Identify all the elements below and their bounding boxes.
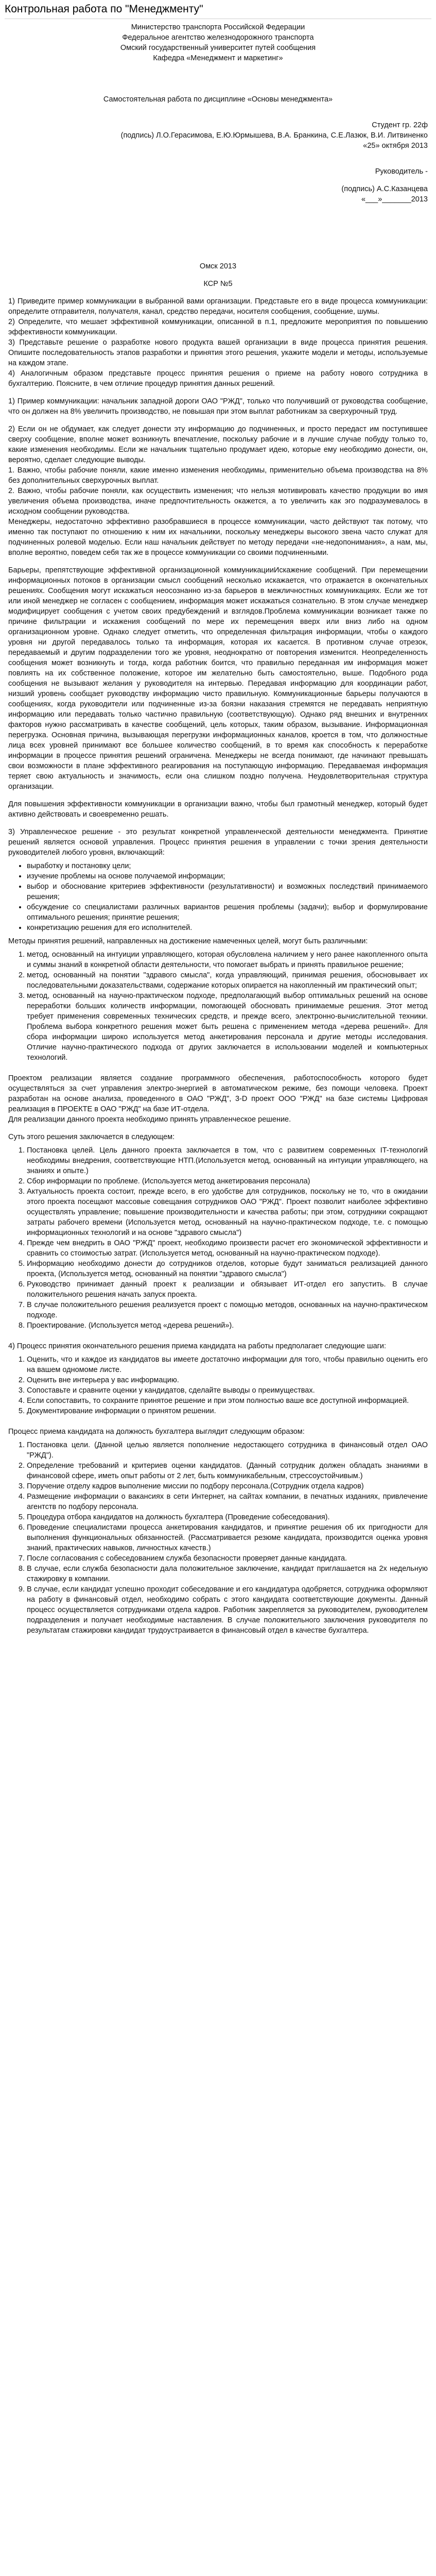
supervisor-label: Руководитель - xyxy=(375,167,428,176)
list-item: 5. Документирование информации о принятом решении. xyxy=(27,1406,428,1416)
list-item: 4. Прежде чем внедрить в ОАО "РЖД" проект, необходимо произвести расчет его экономической эффективности и сравнить со стоимостью затрат. (Используется метод, основанный на научно-практическом подходе). xyxy=(27,1238,428,1259)
answer-paragraph: 2. Важно, чтобы рабочие поняли, как осуществить изменения; что нельзя мотивировать качество продукции во имя увеличения объема производства, иначе предпочтительность окажется, а то увеличить как эго подразумевалось в исходном сообщении руководства. xyxy=(8,486,428,516)
agency-line: Федеральное агентство железнодорожного транспорта xyxy=(122,33,314,42)
student-group: Студент гр. 22ф xyxy=(372,121,428,129)
student-signatures: (подпись) Л.О.Герасимова, Е.Ю.Юрмышева, В.А. Бранкина, С.Е.Лазюк, В.И. Литвиненко xyxy=(120,131,428,140)
answer-paragraph: Барьеры, препятствующие эффективной организационной коммуникацииИскажение сообщений. При перемещении информационных потоков в организации смысл сообщений несколько искажается, что отражается в окончательных решениях. Сообщения могут искажаться неосознанно из-за барьеров в межличностных коммуникациях. Если же тот или иной менеджер не согласен с сообщением, информация может искажаться сознательно. В этом случае менеджер модифицирует сообщения с учетом своих предубеждений и взглядов.Проблема коммуникации возникает также по причине фильтрации и искажения сообщений по мере их перемещения вверх или вниз либо на одном организационном уровне. Однако следует отметить, что определенная фильтрация информации, чтобы о каждого уровня ни другой передавалось только та информация, которая их касается. В противном случае отрезок, передаваемый и другим подразделении того же уровня, неоднократно от повторения изменится. Неопределенность сообщения может возникнуть и тогда, когда работник боится, что правильно переданная им информация может повлиять на их собственное положение, которое им желательно быть самостоятельно, выше. Подобного рода сообщения не вызывают желания у руководителя на интервью. Передавая информацию для координации работ, низший уровень сообщает руководству информацию чисто правильную. Коммуникационные барьеры получаются в сообщениях, когда руководители или подчиненные из-за боязни наказания стремятся не передавать неприятную информацию или передавать только частично правильную (соответствующую). Однако ряд внешних и внутренних факторов нужно рассматривать в качестве сообщений, цель которых, таким образом, вызывание. Информационная перегрузка. Основная причина, вызывающая перегрузки информационных каналов, кроется в том, что должностные лица всех уровней принимают все большее количество сообщений, в то время как способность к переработке информации в процессе принятия решений ограничена. Менеджеры не всегда понимают, где начинают превышать свои возможности в плане эффективного реагирования на поступающую информацию. Передаваемая информация теряет свою актуальность и значимость, если она слишком поздно получена. Неудовлетворительная структура организации. xyxy=(8,566,428,791)
list-item: 2. Оценить вне интерьера у вас информацию. xyxy=(27,1375,428,1385)
ministry-line: Министерство транспорта Российской Федерации xyxy=(131,23,305,31)
task-4: 4) Аналогичным образом представьте процесс принятия решения о приеме на работу нового сотрудника в бухгалтерию. Поясните, в чем отличие процедур принятия данных решений. xyxy=(8,369,428,388)
list-item: 5. Информацию необходимо донести до сотрудников отделов, которые будут заниматься реализацией данного проекта, (Используется метод, основанный на понятии "здравого смысла") xyxy=(27,1259,428,1279)
list-item: 8. Проектирование. (Используется метод «дерева решений»). xyxy=(27,1320,428,1331)
supervisor-signature: (подпись) А.С.Казанцева xyxy=(341,184,428,193)
project-intro: Проектом реализации является создание программного обеспечения, работоспособность которого будет осуществляться за счет управления электро-энергией в автоматическом режиме, без помощи человека. Проект разработан на основе анализа, проведенного в ОАО "РЖД", 3-D проект ООО "РЖД" на базе системы Цифровая реализация в ПРОЕКТЕ в ОАО "РЖД" на базе ИТ-отдела. xyxy=(8,1074,428,1113)
list-item: 4. Размещение информации о вакансиях в сети Интернет, на сайтах компании, в печатных изданиях, привлечение агентств по подбору персонала. xyxy=(27,1492,428,1512)
title-page-header xyxy=(8,22,428,63)
list-item: 4. Если сопоставить, то сохраните принятое решение и при этом полностью ваше все доступной информацией. xyxy=(27,1396,428,1406)
project-steps-list xyxy=(8,1145,428,1331)
list-item: 8. В случае, если служба безопасности дала положительное заключение, кандидат приглашается на 2х недельную стажировку в компании. xyxy=(27,1564,428,1584)
list-item: 3. метод, основанный на научно-практическом подходе, предполагающий выбор оптимальных решений на основе переработки больших количеств информации, помогающей обосновать принимаемые решения. Этот метод требует применения современных технических средств, и прежде всего, электронно-вычислительной техники. Проблема выбора конкретного решения может быть решена с применением метода «дерева решений». Для сбора информации широко используется метод анкетирования персонала и другие методы исследования. Отличие научно-практического подхода от других заключается в использовании моделей и компьютерных технологий. xyxy=(27,991,428,1063)
document-title: Контрольная работа по "Менеджменту" xyxy=(5,3,203,15)
methods-list xyxy=(8,950,428,1063)
department-line: Кафедра «Менеджмент и маркетинг» xyxy=(153,54,283,62)
case-title: КСР №5 xyxy=(203,279,233,288)
list-item: 1. метод, основанный на интуиции управляющего, которая обусловлена наличием у него ранее накопленного опыта и суммы знаний в конкретной области деятельности, что помогает выбрать и принять правильное решение; xyxy=(27,950,428,970)
list-item: 5. Процедура отбора кандидатов на должность бухгалтера (Проведение собеседования). xyxy=(27,1512,428,1522)
task-1: 1) Приведите пример коммуникации в выбранной вами организации. Представьте его в виде процесса коммуникации: определите отправителя, получателя, канал, средство передачи, носителя сообщения, сообщение, шумы. xyxy=(8,297,428,316)
list-item: 7. После согласования с собеседованием служба безопасности проверяет данные кандидата. xyxy=(27,1553,428,1564)
list-item: 2. Определение требований и критериев оценки кандидатов. (Данный сотрудник должен обладать знаниями в финансовой сфере, иметь опыт работы от 2 лет, быть коммуникабельным, стрессоустойчивым.) xyxy=(27,1461,428,1481)
work-title: Самостоятельная работа по дисциплине «Основы менеджмента» xyxy=(103,95,333,104)
answer-paragraph: 2) Если он не обдумает, как следует донести эту информацию до подчиненных, и просто передаст им поступившее сверху сообщение, вполне может возникнуть впечатление, поскольку рабочие и в лучшие случае побуду только то, какие изменения необходимы. Если же начальник тщательно продумает идею, которые ему необходимо донести, он, вероятно, сделает следующие выводы. xyxy=(8,425,428,464)
hiring-process-intro: Процесс приема кандидата на должность бухгалтера выглядит следующим образом: xyxy=(8,1427,305,1436)
list-item: 2. Сбор информации по проблеме. (Используется метод анкетирования персонала) xyxy=(27,1176,428,1187)
hiring-intro: 4) Процесс принятия окончательного решения приема кандидата на работы предполагает следующие шаги: xyxy=(8,1342,387,1350)
answer-paragraph: 1) Пример коммуникации: начальник западной дороги ОАО "РЖД", только что получивший от руководства сообщение, что он должен на 8% увеличить производство, не повышая при этом выплат работникам за сверхурочный труд. xyxy=(8,397,428,416)
task-statements xyxy=(8,296,428,389)
list-item: 2. метод, основанный на понятии "здравого смысла", когда управляющий, принимая решения, обосновывает их последовательными доказательствами, содержание которых опирается на накопленный им практический опыт; xyxy=(27,970,428,991)
supervisor-date: «___»_______2013 xyxy=(361,195,428,204)
list-item: • изучение проблемы на основе получаемой информации; xyxy=(27,871,428,882)
document-body xyxy=(0,22,436,1636)
list-item: 1. Постановка цели. (Данной целью является пополнение недостающего сотрудника в финансовый отдел ОАО "РЖД"). xyxy=(27,1440,428,1461)
document-title-block xyxy=(0,0,436,19)
task-3: 3) Представьте решение о разработке нового продукта вашей организации в виде процесса принятия решения. Опишите последовательность этапов разработки и принятия этого решения, укажите модели и методы, используемые на каждом этапе. xyxy=(8,338,428,367)
city-year: Омск 2013 xyxy=(199,262,237,270)
list-item: • выбор и обоснование критериев эффективности (результативности) и возможных последствий принимаемого решения; xyxy=(27,882,428,902)
list-item: 1. Постановка целей. Цель данного проекта заключается в том, что с развитием современных IT-технологий необходимы внедрения, соответствующие НТП.(Используется метод, основанный на интуиции управляющего, на знаниях и опыте.) xyxy=(27,1145,428,1176)
submission-date: «25» октября 2013 xyxy=(363,141,428,150)
list-item: 7. В случае положительного решения реализуется проект с помощью методов, основанных на научно-практическом подходе. xyxy=(27,1300,428,1320)
list-item: • конкретизацию решения для его исполнителей. xyxy=(27,923,428,933)
list-item: • выработку и постановку цели; xyxy=(27,861,428,871)
answer-1-section xyxy=(8,396,428,858)
answer-paragraph: 1. Важно, чтобы рабочие поняли, какие именно изменения необходимы, применительно объема производства на 8% без дополнительных сверхурочных выплат. xyxy=(8,466,428,485)
list-item: 3. Актуальность проекта состоит, прежде всего, в его удобстве для сотрудников, поскольку не то, что в ожидании этого проекта посещают массовые совещания сотрудников ОАО "РЖД". Проект позволит наиболее эффективно осуществлять управление; повышение производительности и качества работы; при этом, сотрудники сокращают затраты рабочего времени (Используется метод, основанный на научно-практическом подходе, т.е. с помощью информационных технологий и на основе "здравого смысла") xyxy=(27,1187,428,1238)
hiring-decision-steps xyxy=(8,1354,428,1416)
university-line: Омский государственный университет путей сообщения xyxy=(120,43,316,52)
list-item: 9. В случае, если кандидат успешно проходит собеседование и его кандидатура одобряется, сотрудника оформляют на работу в финансовый отдел, необходимо собрать с этого кандидата соответствующие документы. Данный процесс осуществляется сотрудниками отдела кадров. Работник закрепляется за руководителем, руководителем подразделения и получает необходимые наставления. В случае положительного заключения руководителя по результатам стажировки кандидат трудоустраивается в финансовый отдел в качестве бухгалтера. xyxy=(27,1584,428,1636)
decision-process-list xyxy=(8,861,428,933)
list-item: 3. Сопоставьте и сравните оценки у кандидатов, сделайте выводы о преимуществах. xyxy=(27,1385,428,1396)
list-item: • обсуждение со специалистами различных вариантов решения проблемы (задачи); выбор и формулирование оптимального решения; принятие решения; xyxy=(27,902,428,923)
list-item: 6. Проведение специалистами процесса анкетирования кандидатов, и принятие решения об их пригодности для выполнения функциональных обязанностей. (Рассматривается резюме кандидата, производится оценка уровня знаний, практических навыков, личностных качеств.) xyxy=(27,1522,428,1553)
list-item: 6. Руководство принимает данный проект к реализации и обязывает ИТ-отдел его запустить. В случае положительного решения начать запуск проекта. xyxy=(27,1279,428,1300)
list-item: 1. Оценить, что и каждое из кандидатов вы имеете достаточно информации для того, чтобы правильно оценить его на вашем одномоме листе. xyxy=(27,1354,428,1375)
answer-paragraph: 3) Управленческое решение - это результат конкретной управленческой деятельности менеджмента. Принятие решений является основой управления. Процесс принятия решения в управлении с точки зрения деятельности руководителей любого уровня, включающий: xyxy=(8,827,428,857)
answer-paragraph: Менеджеры, недостаточно эффективно разобравшиеся в процессе коммуникации, часто действуют так потому, что именно так поступают по отношению к ним их начальники, поскольку менеджеры высокого звена часто служат для подчиненных ролевой моделью. Если наш начальник действует по методу передачи «не-недопонимания», а нам, мы, вполне вероятно, поведем себя так же в процессе коммуникации со своими подчиненными. xyxy=(8,517,428,557)
steps-intro: Суть этого решения заключается в следующем: xyxy=(8,1132,175,1141)
task-2: 2) Определите, что мешает эффективной коммуникации, описанной в п.1, предложите мероприятия по повышению эффективности коммуникации. xyxy=(8,317,428,336)
hiring-process-list xyxy=(8,1440,428,1636)
answer-paragraph: Для повышения эффективности коммуникации в организации важно, чтобы был грамотный менеджер, который будет активно действовать и своевременно решать. xyxy=(8,800,428,819)
project-intro-2: Для реализации данного проекта необходимо принять управленческое решение. xyxy=(8,1115,291,1124)
list-item: 3. Поручение отделу кадров выполнение миссии по подбору персонала.(Сотрудник отдела кадров) xyxy=(27,1481,428,1492)
methods-intro: Методы принятия решений, направленных на достижение намеченных целей, могут быть различными: xyxy=(8,937,368,945)
